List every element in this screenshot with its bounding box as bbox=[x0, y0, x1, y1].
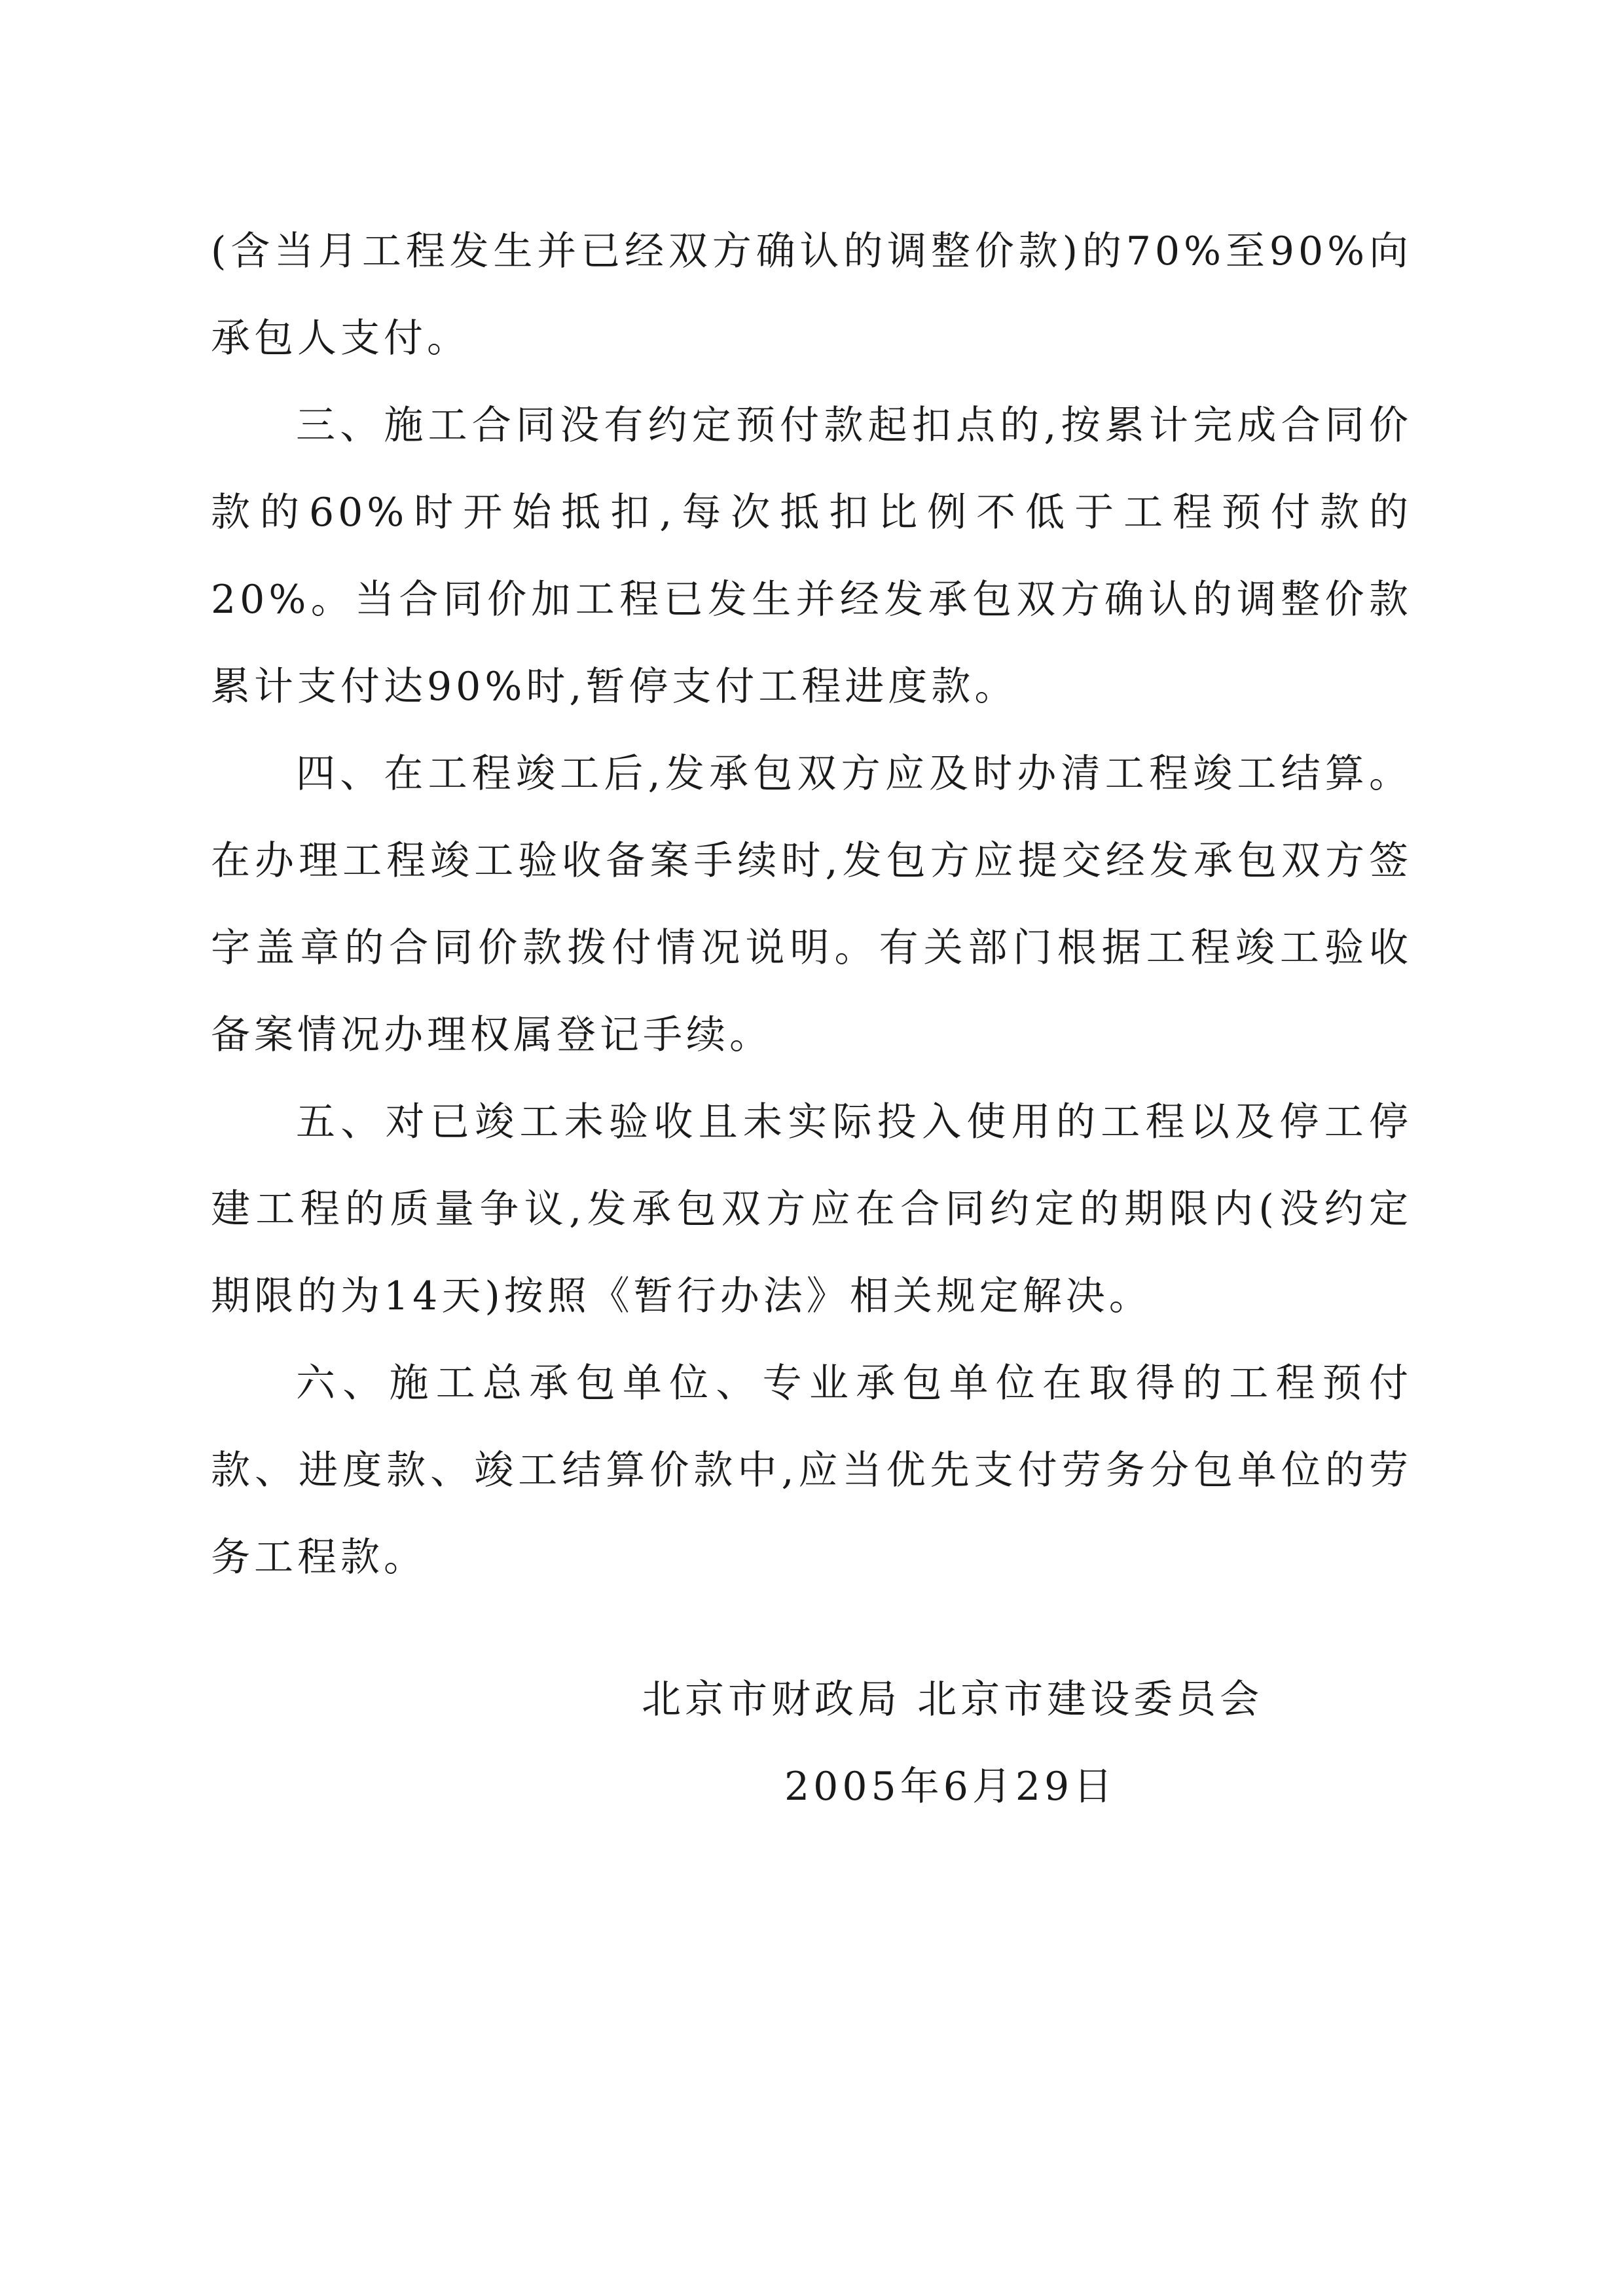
issue-date: 2005年6月29日 bbox=[784, 1764, 1117, 1810]
paragraph-item-5: 五、对已竣工未验收且未实际投入使用的工程以及停工停建工程的质量争议,发承包双方应在合同约定的期限内(没约定期限的为14天)按照《暂行办法》相关规定解决。 bbox=[211, 1099, 1412, 1319]
paragraph-item-6: 六、施工总承包单位、专业承包单位在取得的工程预付款、进度款、竣工结算价款中,应当优先支付劳务分包单位的劳务工程款。 bbox=[211, 1360, 1412, 1580]
document-body bbox=[211, 208, 1412, 1601]
paragraph-item-4: 四、在工程竣工后,发承包双方应及时办清工程竣工结算。在办理工程竣工验收备案手续时,发包方应提交经发承包双方签字盖章的合同价款拨付情况说明。有关部门根据工程竣工验收备案情况办理权属登记手续。 bbox=[211, 751, 1412, 1058]
issuing-authorities: 北京市财政局 北京市建设委员会 bbox=[642, 1677, 1264, 1722]
paragraph-item-3: 三、施工合同没有约定预付款起扣点的,按累计完成合同价款的60%时开始抵扣,每次抵扣比例不低于工程预付款的20%。当合同价加工程已发生并经发承包双方确认的调整价款累计支付达90%时,暂停支付工程进度款。 bbox=[211, 403, 1412, 710]
paragraph-continuation: (含当月工程发生并已经双方确认的调整价款)的70%至90%向承包人支付。 bbox=[211, 228, 1412, 361]
signature-block bbox=[642, 1656, 1296, 1831]
